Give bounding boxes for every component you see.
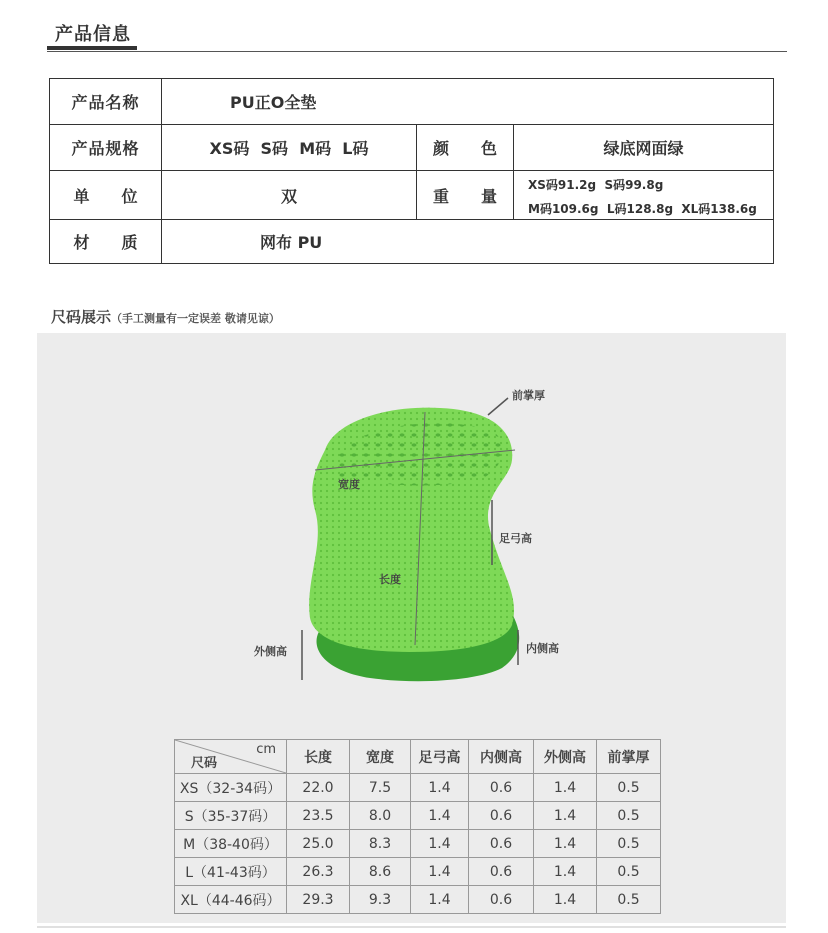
size-table-header-row	[175, 740, 661, 774]
annotation-outer-height: 外侧高	[254, 645, 287, 658]
weight-line-1: XS码91.2g S码99.8g	[528, 177, 664, 192]
cell: 1.4	[411, 858, 469, 886]
annotation-inner-height: 内侧高	[526, 642, 559, 655]
name-value: PU正O全垫	[230, 93, 317, 112]
cell: 1.4	[411, 802, 469, 830]
annotation-width: 宽度	[338, 478, 360, 491]
unit-label: 单 位	[73, 186, 138, 206]
annotation-arch-height: 足弓高	[499, 532, 532, 545]
cell: 7.5	[350, 774, 411, 802]
corner-unit: cm	[256, 742, 276, 757]
cell: 0.6	[469, 858, 534, 886]
weight-label: 重 量	[432, 186, 497, 206]
header-length: 长度	[287, 740, 350, 774]
table-row	[175, 830, 661, 858]
cell: 0.5	[597, 802, 661, 830]
section-title-product-info: 产品信息	[55, 24, 131, 45]
row-size: M（38-40码）	[175, 830, 287, 858]
header-width: 宽度	[350, 740, 411, 774]
table-row	[175, 886, 661, 914]
cell: 1.4	[411, 830, 469, 858]
cell: 0.6	[469, 802, 534, 830]
cell: 0.5	[597, 774, 661, 802]
cell: 9.3	[350, 886, 411, 914]
annotation-front-thickness: 前掌厚	[512, 389, 545, 402]
row-size: XS（32-34码）	[175, 774, 287, 802]
spec-value: XS码 S码 M码 L码	[209, 139, 369, 158]
color-value: 绿底网面绿	[603, 139, 684, 158]
size-title-note: （手工测量有一定误差 敬请见谅）	[111, 312, 280, 325]
cell: 0.5	[597, 830, 661, 858]
name-label: 产品名称	[71, 93, 140, 112]
cell: 0.6	[469, 774, 534, 802]
cell: 1.4	[534, 858, 597, 886]
material-label: 材 质	[73, 233, 138, 252]
cell: 0.6	[469, 886, 534, 914]
row-size: L（41-43码）	[175, 858, 287, 886]
table-row	[175, 802, 661, 830]
cell: 1.4	[534, 830, 597, 858]
corner-cell	[175, 740, 287, 774]
unit-value: 双	[280, 186, 297, 206]
cell: 1.4	[534, 886, 597, 914]
corner-label: 尺码	[191, 756, 218, 771]
bottom-divider	[37, 926, 786, 928]
size-section-title	[51, 306, 280, 327]
header-inner-height: 内侧高	[469, 740, 534, 774]
material-value: 网布 PU	[260, 233, 323, 252]
spec-label: 产品规格	[71, 139, 140, 158]
header-outer-height: 外侧高	[534, 740, 597, 774]
header-front-thickness: 前掌厚	[597, 740, 661, 774]
cell: 1.4	[411, 774, 469, 802]
cell: 1.4	[411, 886, 469, 914]
cell: 23.5	[287, 802, 350, 830]
cell: 8.3	[350, 830, 411, 858]
row-size: S（35-37码）	[175, 802, 287, 830]
cell: 22.0	[287, 774, 350, 802]
size-table	[174, 739, 661, 914]
cell: 25.0	[287, 830, 350, 858]
size-title-text: 尺码展示	[51, 308, 112, 326]
cell: 0.6	[469, 830, 534, 858]
cell: 0.5	[597, 886, 661, 914]
table-row	[175, 858, 661, 886]
cell: 8.0	[350, 802, 411, 830]
product-info-table	[49, 78, 774, 264]
cell: 0.5	[597, 858, 661, 886]
cell: 8.6	[350, 858, 411, 886]
cell: 1.4	[534, 802, 597, 830]
cell: 26.3	[287, 858, 350, 886]
header-divider	[47, 51, 787, 52]
annotation-length: 长度	[379, 573, 401, 586]
header-arch-height: 足弓高	[411, 740, 469, 774]
cell: 29.3	[287, 886, 350, 914]
table-row	[175, 774, 661, 802]
row-size: XL（44-46码）	[175, 886, 287, 914]
title-underline	[47, 46, 137, 50]
cell: 1.4	[534, 774, 597, 802]
color-label: 颜 色	[432, 139, 497, 158]
weight-line-2: M码109.6g L码128.8g XL码138.6g	[528, 201, 757, 216]
